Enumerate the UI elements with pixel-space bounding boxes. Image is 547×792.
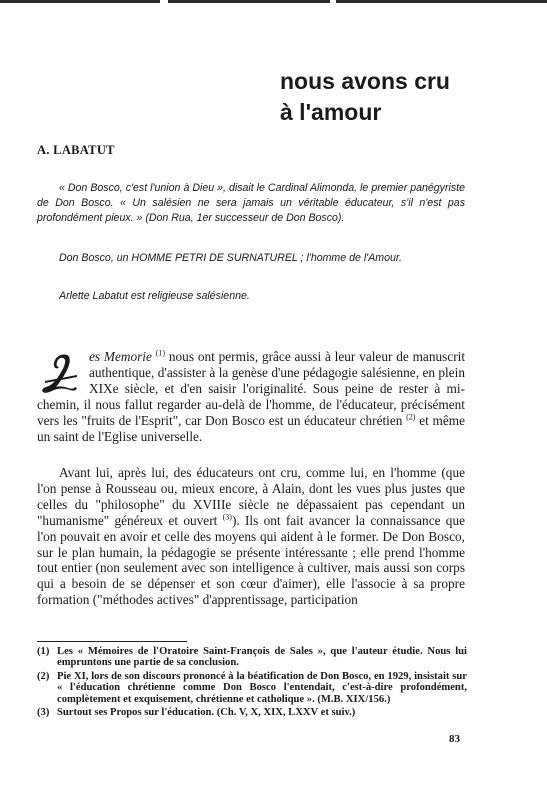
body-paragraph-2 <box>37 465 465 608</box>
title-line-1: nous avons cru <box>280 68 450 94</box>
drop-cap-letter-l-icon <box>37 351 81 395</box>
footnote-number: (1) <box>37 646 50 657</box>
body-paragraph-1 <box>37 349 465 444</box>
footnote-number: (2) <box>37 670 50 682</box>
footnotes <box>37 646 467 720</box>
body-p1-text-a: nous ont permis, grâce aussi à leur valeur de manuscrit authentique, d'assister à la genèse d'une pédagogie salésienne, en plein XIXe siècle, et d'en saisir l'originalité. Sous peine de rester à mi-chemin, il nous fallut regarder au-delà de l'homme, de l'éducateur, précisément vers les "fruits de l'Esprit", car Don Bosco est un éducateur chrétien <box>37 349 466 428</box>
footnote-text: Surtout ses Propos sur l'éducation. (Ch. V, X, XIX, LXXV et suiv.) <box>57 707 356 719</box>
intro-quote: « Don Bosco, c'est l'union à Dieu », disait le Cardinal Alimonda, le premier panégyriste de Don Bosco. « Un salésien ne sera jamais un véritable éducateur, s'il n'est pas profondément pieux. » (Don Rua, 1er successeur de Don Bosco). <box>37 182 465 225</box>
author-bio: Arlette Labatut est religieuse salésienne. <box>59 290 250 302</box>
footnote-ref-3[interactable]: (3) <box>222 512 232 522</box>
footnote-text: Les « Mémoires de l'Oratoire Saint-François de Sales », que l'auteur étudie. Nous lui empruntons une partie de sa conclusion. <box>57 646 467 669</box>
footnote-3 <box>37 707 467 718</box>
footnote-divider <box>37 641 187 642</box>
body-p2-text-a: Avant lui, après lui, des éducateurs ont cru, comme lui, en l'homme (que l'on pense à Rousseau ou, mieux encore, à Alain, dont les vues plus justes que celles du "philosophe" du XVIIIe siècle ne dépassaient pas cependant un "humanisme" généreux et ouvert <box>37 465 465 528</box>
title-line-2: à l'amour <box>280 99 382 125</box>
footnote-number: (3) <box>37 707 50 719</box>
article-title <box>280 66 540 128</box>
memorie-title: es Memorie <box>89 349 152 364</box>
body-p1-text-b: et même un saint de l'Eglise universelle. <box>37 412 465 444</box>
footnote-1 <box>37 646 467 669</box>
footnote-ref-1[interactable]: (1) <box>155 348 166 358</box>
author-name: A. LABATUT <box>37 143 115 157</box>
intro-summary: Don Bosco, un HOMME PETRI DE SURNATUREL ; l'homme de l'Amour. <box>59 252 402 264</box>
footnote-ref-2[interactable]: (2) <box>406 412 416 422</box>
top-rule <box>0 0 547 3</box>
footnote-text: Pie XI, lors de son discours prononcé à la béatification de Don Bosco, en 1929, insistait sur « l'éducation chrétienne comme Don Bosco l'entendait, c'est-à-dire profondément, complètement et exquisement, chrétienne et catholique ». (M.B. XIX/156.) <box>57 670 467 705</box>
footnote-2 <box>37 671 467 705</box>
body-p2-text-b: ). Ils ont fait avancer la connaissance que l'on pouvait en avoir et celle des moyens qui aident à le former. De Don Bosco, sur le plan humain, la pédagogie se présente intéressante ; elle prend l'homme tout entier (non seulement avec son intelligence à cultiver, mais aussi son corps qui a besoin de se dépenser et son cœur d'aimer), elle l'associe à sa propre formation ("méthodes actives" d'apprentissage, participation <box>37 512 465 608</box>
page-number: 83 <box>449 733 460 745</box>
